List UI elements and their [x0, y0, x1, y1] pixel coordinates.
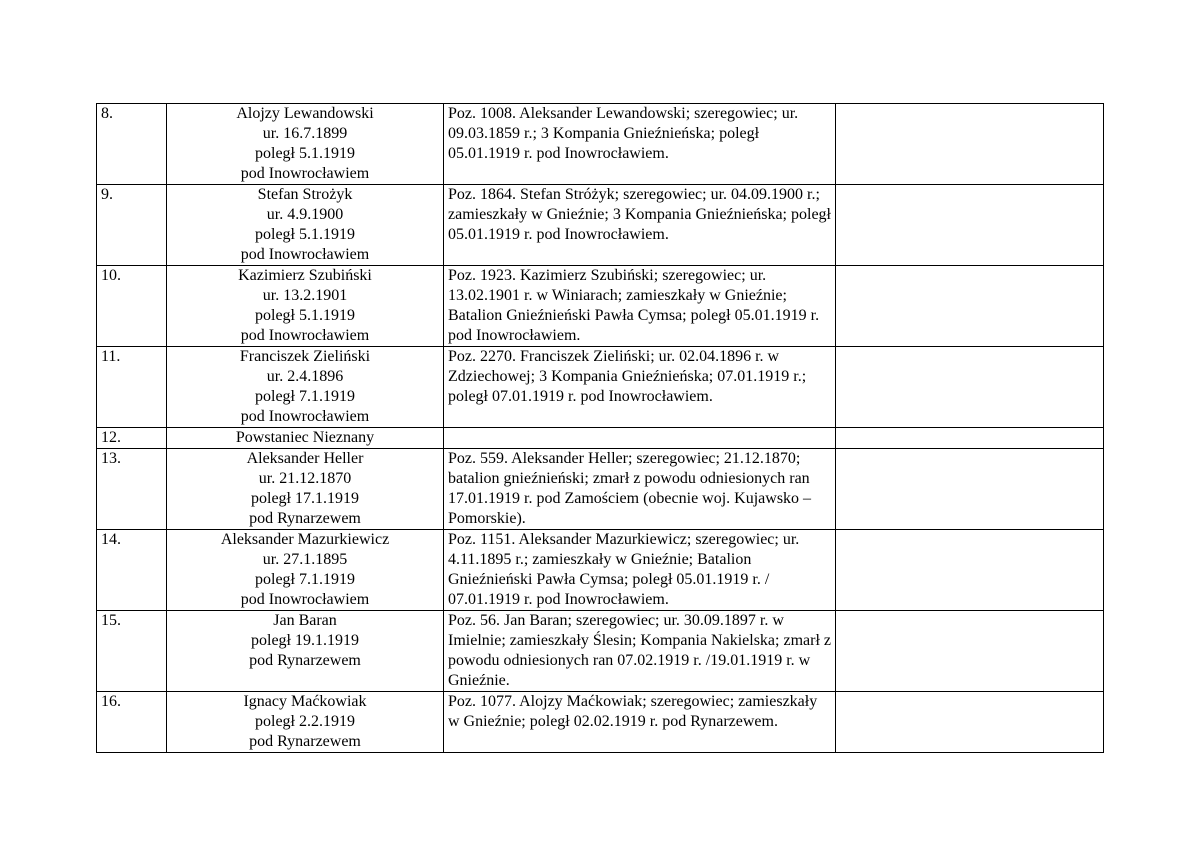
row-number: 15.	[101, 612, 121, 629]
row-number-cell	[97, 266, 167, 347]
row-number-cell	[97, 530, 167, 611]
name-line: ur. 21.12.1870	[258, 470, 352, 487]
description-cell	[444, 428, 836, 449]
notes-cell	[836, 266, 1104, 347]
name-line: pod Inowrocławiem	[240, 591, 370, 608]
description-cell	[444, 692, 836, 753]
notes-cell	[836, 104, 1104, 185]
description-cell	[444, 185, 836, 266]
name-line: pod Inowrocławiem	[240, 408, 370, 425]
notes-cell	[836, 611, 1104, 692]
name-line: pod Rynarzewem	[249, 652, 361, 669]
notes-cell	[836, 428, 1104, 449]
row-number-cell	[97, 347, 167, 428]
row-number: 13.	[101, 450, 121, 467]
name-line: ur. 16.7.1899	[262, 125, 348, 142]
row-number: 12.	[101, 429, 121, 446]
description-text: Poz. 1077. Alojzy Maćkowiak; szeregowiec; zamieszkały w Gnieźnie; poległ 02.02.1919 r. pod Rynarzewem.	[448, 693, 818, 730]
row-number-cell	[97, 449, 167, 530]
name-line: poległ 7.1.1919	[255, 388, 355, 405]
name-line: Ignacy Maćkowiak	[243, 693, 367, 710]
name-line: pod Inowrocławiem	[240, 165, 370, 182]
name-cell	[167, 449, 444, 530]
description-text: Poz. 2270. Franciszek Zieliński; ur. 02.04.1896 r. w Zdziechowej; 3 Kompania Gnieźnieńska; 07.01.1919 r.; poległ 07.01.1919 r. pod Inowrocławiem.	[448, 348, 807, 405]
description-text: Poz. 56. Jan Baran; szeregowiec; ur. 30.09.1897 r. w Imielnie; zamieszkały Ślesin; Kompania Nakielska; zmarł z powodu odniesionych ran 07.02.1919 r. /19.01.1919 r. w Gnieźnie.	[448, 612, 831, 689]
row-number: 8.	[101, 105, 113, 122]
name-line: Aleksander Heller	[246, 450, 364, 467]
name-line: Kazimierz Szubiński	[238, 267, 372, 284]
row-number: 10.	[101, 267, 121, 284]
description-cell	[444, 611, 836, 692]
table-row	[97, 266, 1104, 347]
description-text: Poz. 1008. Aleksander Lewandowski; szeregowiec; ur. 09.03.1859 r.; 3 Kompania Gnieźnieńska; poległ 05.01.1919 r. pod Inowrocławiem.	[448, 105, 799, 162]
name-line: Aleksander Mazurkiewicz	[220, 531, 390, 548]
table-row	[97, 104, 1104, 185]
table-body	[97, 104, 1104, 753]
name-cell	[167, 611, 444, 692]
row-number: 9.	[101, 186, 113, 203]
description-text: Poz. 1923. Kazimierz Szubiński; szeregowiec; ur. 13.02.1901 r. w Winiarach; zamieszkały w Gnieźnie; Batalion Gnieźnieński Pawła Cymsa; poległ 05.01.1919 r. pod Inowrocławiem.	[448, 267, 820, 344]
name-cell	[167, 347, 444, 428]
name-line: Franciszek Zieliński	[239, 348, 371, 365]
description-text: Poz. 1151. Aleksander Mazurkiewicz; szeregowiec; ur. 4.11.1895 r.; zamieszkały w Gnieźnie; Batalion Gnieźnieński Pawła Cymsa; poległ 05.01.1919 r. / 07.01.1919 r. pod Inowrocławiem.	[448, 531, 800, 608]
description-text: Poz. 559. Aleksander Heller; szeregowiec; 21.12.1870; batalion gnieźnieński; zmarł z powodu odniesionych ran 17.01.1919 r. pod Zamościem (obecnie woj. Kujawsko – Pomorskie).	[448, 450, 812, 527]
name-line: pod Inowrocławiem	[240, 246, 370, 263]
name-line: pod Inowrocławiem	[240, 327, 370, 344]
name-line: poległ 5.1.1919	[255, 145, 355, 162]
notes-cell	[836, 530, 1104, 611]
name-line: Jan Baran	[273, 612, 337, 629]
description-text: Poz. 1864. Stefan Stróżyk; szeregowiec; ur. 04.09.1900 r.; zamieszkały w Gnieźnie; 3 Kompania Gnieźnieńska; poległ 05.01.1919 r. pod Inowrocławiem.	[448, 186, 831, 243]
name-line: ur. 4.9.1900	[266, 206, 344, 223]
description-cell	[444, 266, 836, 347]
notes-cell	[836, 347, 1104, 428]
notes-cell	[836, 449, 1104, 530]
description-cell	[444, 104, 836, 185]
row-number-cell	[97, 692, 167, 753]
soldiers-table	[96, 103, 1104, 753]
name-line: poległ 7.1.1919	[255, 571, 355, 588]
name-line: pod Rynarzewem	[249, 510, 361, 527]
row-number: 11.	[101, 348, 121, 365]
row-number: 16.	[101, 693, 121, 710]
name-line: Alojzy Lewandowski	[236, 105, 374, 122]
row-number-cell	[97, 611, 167, 692]
name-line: pod Rynarzewem	[249, 733, 361, 750]
name-cell	[167, 428, 444, 449]
table-row	[97, 185, 1104, 266]
name-line: poległ 5.1.1919	[255, 226, 355, 243]
table-row	[97, 428, 1104, 449]
row-number: 14.	[101, 531, 121, 548]
name-cell	[167, 185, 444, 266]
name-cell	[167, 530, 444, 611]
name-line: ur. 2.4.1896	[266, 368, 344, 385]
name-line: poległ 2.2.1919	[255, 713, 355, 730]
notes-cell	[836, 692, 1104, 753]
table-row	[97, 692, 1104, 753]
row-number-cell	[97, 185, 167, 266]
description-cell	[444, 449, 836, 530]
name-line: poległ 17.1.1919	[251, 490, 359, 507]
name-cell	[167, 266, 444, 347]
description-cell	[444, 347, 836, 428]
row-number-cell	[97, 104, 167, 185]
name-line: Stefan Strożyk	[257, 186, 353, 203]
name-cell	[167, 104, 444, 185]
table-row	[97, 611, 1104, 692]
name-line: Powstaniec Nieznany	[235, 429, 375, 446]
row-number-cell	[97, 428, 167, 449]
table-row	[97, 449, 1104, 530]
name-cell	[167, 692, 444, 753]
description-cell	[444, 530, 836, 611]
name-line: poległ 19.1.1919	[251, 632, 359, 649]
name-line: poległ 5.1.1919	[255, 307, 355, 324]
name-line: ur. 27.1.1895	[262, 551, 348, 568]
notes-cell	[836, 185, 1104, 266]
table-row	[97, 347, 1104, 428]
name-line: ur. 13.2.1901	[262, 287, 348, 304]
table-row	[97, 530, 1104, 611]
